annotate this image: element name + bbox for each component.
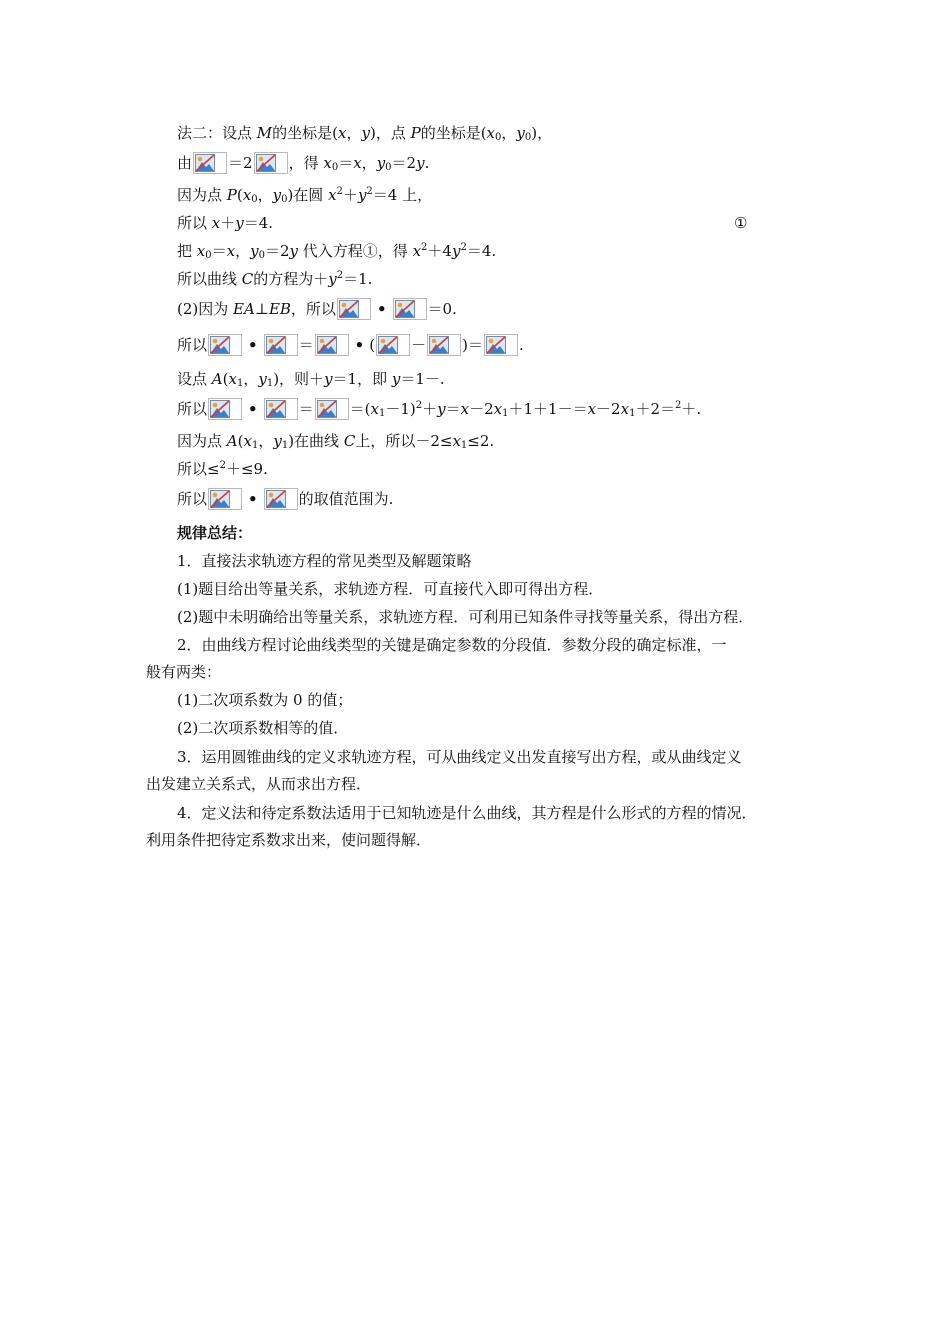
broken-image-icon	[427, 334, 461, 356]
broken-image-icon	[264, 398, 298, 420]
summary-item-2-cont: 般有两类：	[146, 663, 222, 681]
broken-image-icon	[315, 398, 349, 420]
broken-image-icon	[484, 334, 518, 356]
inequality-line: 所以≤$^2$＋≤9.	[177, 460, 268, 478]
broken-image-icon	[193, 152, 227, 174]
equation-one-line: 所以 x＋y＝4.	[177, 214, 274, 232]
broken-image-icon	[264, 334, 298, 356]
broken-image-icon	[337, 298, 371, 320]
range-conclusion-line: 所以 • 的取值范围为.	[177, 490, 394, 508]
curve-equation-line: 所以曲线 C的方程为$+y^2=1$.	[177, 270, 373, 288]
broken-image-icon	[264, 488, 298, 510]
broken-image-icon	[208, 488, 242, 510]
set-point-a-line: 设点 $A(x_1$，$y_1$)，则＋y＝1，即 y＝1－.	[177, 370, 445, 389]
point-on-circle-line: 因为点 $P(x_0$，$y_0$)在圆 $x^2+y^2=4$ 上，	[177, 186, 433, 205]
dot-product-expansion-line: 所以 • ＝ • ( － )＝ .	[177, 336, 524, 354]
summary-heading: 规律总结：	[177, 524, 253, 542]
broken-image-icon	[208, 334, 242, 356]
summary-item-1-1: (1)题目给出等量关系，求轨迹方程．可直接代入即可得出方程．	[177, 580, 604, 598]
point-a-range-line: 因为点 $A(x_1$，$y_1$)在曲线 C上，所以$-2\le x_1\le 2$.	[177, 432, 495, 451]
method2-line1: 法二：设点 M的坐标是(x，y)，点 P的坐标是($x_0$，$y_0$)，	[177, 124, 553, 143]
summary-item-1: 1．直接法求轨迹方程的常见类型及解题策略	[177, 552, 472, 570]
summary-item-2: 2．由曲线方程讨论曲线类型的关键是确定参数的分段值．参数分段的确定标准，一	[177, 636, 727, 654]
summary-item-3-cont: 出发建立关系式，从而求出方程．	[146, 775, 372, 793]
broken-image-icon	[208, 398, 242, 420]
summary-item-2-2: (2)二次项系数相等的值．	[177, 719, 349, 737]
vector-relation-line: 由 ＝2 ，得 $x_0=x$，$y_0=2y$.	[177, 154, 430, 173]
broken-image-icon	[315, 334, 349, 356]
summary-item-2-1: (1)二次项系数为 0 的值；	[177, 691, 353, 709]
part2-perpendicular-line: (2)因为 EA⊥EB，所以 • ＝0.	[177, 300, 457, 318]
summary-item-3: 3．运用圆锥曲线的定义求轨迹方程，可从曲线定义出发直接写出方程，或从曲线定义	[177, 748, 742, 766]
broken-image-icon	[393, 298, 427, 320]
equation-number-mark: ①	[734, 214, 748, 232]
summary-item-4: 4．定义法和待定系数法适用于已知轨迹是什么曲线，其方程是什么形式的方程的情况．	[177, 804, 757, 822]
broken-image-icon	[376, 334, 410, 356]
broken-image-icon	[254, 152, 288, 174]
summary-item-4-cont: 利用条件把待定系数求出来，使问题得解．	[146, 831, 432, 849]
substitute-line: 把 $x_0=x$，$y_0=2y$ 代入方程①，得 $x^2+4y^2=4$.	[177, 242, 497, 261]
dot-product-value-line: 所以 • ＝ $=(x_1-1)^2+y=x-2x_1+1+1-=x-2x_1+2=^2+$.	[177, 400, 702, 419]
summary-item-1-2: (2)题中未明确给出等量关系，求轨迹方程．可利用已知条件寻找等量关系，得出方程．	[177, 608, 754, 626]
